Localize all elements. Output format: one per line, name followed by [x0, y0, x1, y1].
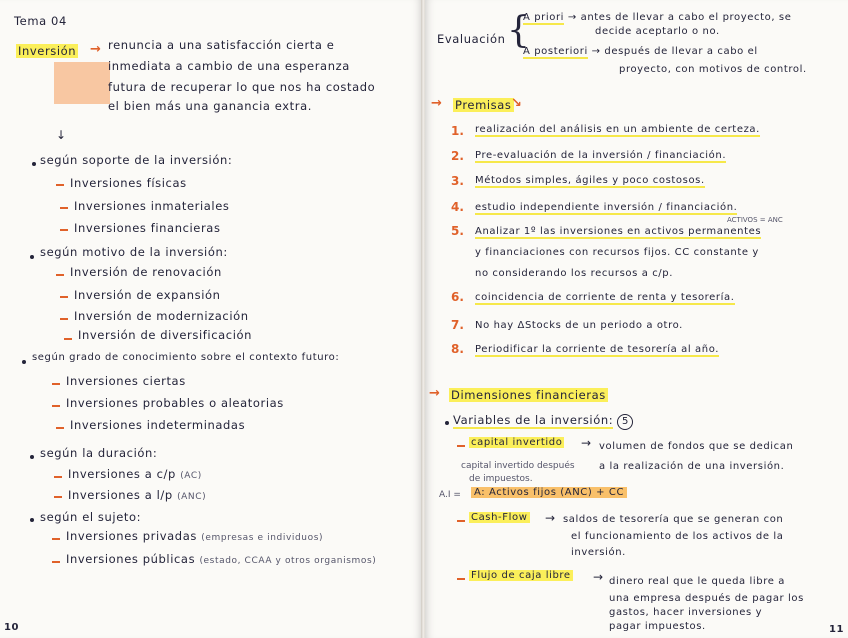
- down-arrow-icon: ↓: [56, 128, 67, 142]
- premise-number: 8.: [451, 342, 464, 356]
- section-heading: según grado de conocimiento sobre el contexto futuro:: [32, 352, 340, 363]
- premise-number: 6.: [451, 290, 464, 304]
- definition-line: renuncia a una satisfacción cierta e: [108, 38, 335, 52]
- dash-icon: [60, 229, 68, 231]
- dash-icon: [457, 578, 465, 580]
- list-item: Inversiones a l/p (ANC): [68, 488, 207, 502]
- dimensiones-title: Dimensiones financieras: [451, 388, 606, 402]
- premise-text: Periodificar la corriente de tesorería al año.: [475, 344, 720, 355]
- capital-note: de impuestos.: [469, 474, 533, 484]
- topic-title: Tema 04: [14, 14, 67, 28]
- flujo-text: gastos, hacer inversiones y: [609, 607, 763, 618]
- arrow-icon: →: [429, 386, 440, 401]
- arrow-icon: →: [90, 42, 101, 57]
- list-item: Inversiones financieras: [74, 221, 221, 235]
- premise-text: y financiaciones con recursos fijos. CC constante y: [475, 247, 759, 258]
- section-heading: según el sujeto:: [40, 510, 142, 524]
- dash-icon: [54, 496, 62, 498]
- dash-icon: [60, 318, 68, 320]
- premise-number: 7.: [451, 318, 464, 332]
- definition-line: futura de recuperar lo que nos ha costado: [108, 80, 376, 94]
- arrow-icon: →: [593, 570, 604, 584]
- premise-text: Pre-evaluación de la inversión / financiación.: [475, 150, 727, 161]
- list-item: Inversiones físicas: [70, 176, 187, 190]
- premise-text: estudio independiente inversión / financiación.: [475, 202, 738, 213]
- list-item: Inversiones a c/p (AC): [68, 467, 202, 481]
- premise-number: 4.: [451, 200, 464, 214]
- list-item: Inversión de diversificación: [78, 328, 253, 342]
- bullet-icon: [30, 455, 34, 459]
- dash-icon: [56, 184, 64, 186]
- premise-number: 2.: [451, 149, 464, 163]
- small-caption: ACTIVOS = ANC: [727, 216, 783, 224]
- dash-icon: [54, 476, 62, 478]
- capital-label: capital invertido: [471, 437, 563, 448]
- capital-text: volumen de fondos que se dedican: [599, 441, 794, 452]
- premise-text: no considerando los recursos a c/p.: [475, 268, 673, 279]
- count-circle: 5: [617, 414, 633, 430]
- dash-icon: [56, 274, 64, 276]
- premisas-title: Premisas: [455, 98, 512, 112]
- dash-icon: [60, 207, 68, 209]
- arrow-icon: →: [545, 511, 556, 525]
- list-item: Inversiones probables o aleatorias: [66, 396, 284, 410]
- aposteriori-text: proyecto, con motivos de control.: [619, 64, 807, 75]
- dash-icon: [457, 445, 465, 447]
- list-item: Inversiones ciertas: [66, 374, 186, 388]
- premise-text: realización del análisis en un ambiente de certeza.: [475, 124, 760, 135]
- premise-number: 3.: [451, 174, 464, 188]
- dash-icon: [56, 427, 64, 429]
- brace-icon: {: [507, 10, 530, 51]
- list-item: Inversión de modernización: [74, 309, 249, 323]
- aposteriori-row: A posteriori → después de llevar a cabo el: [523, 46, 758, 57]
- right-page: [425, 0, 848, 638]
- premise-text: Métodos simples, ágiles y poco costosos.: [475, 175, 705, 186]
- flujo-text: dinero real que le queda libre a: [609, 576, 786, 587]
- formula-prefix: A.I =: [439, 490, 461, 500]
- dash-icon: [60, 296, 68, 298]
- dash-icon: [64, 338, 72, 340]
- bullet-icon: [30, 518, 34, 522]
- premise-text: Analizar 1º las inversiones en activos permanentes: [475, 226, 762, 237]
- left-page: [0, 0, 422, 638]
- list-item: Inversiones indeterminadas: [70, 418, 246, 432]
- cashflow-text: saldos de tesorería que se generan con: [563, 514, 784, 525]
- apriori-row: A priori → antes de llevar a cabo el proyecto, se: [523, 12, 792, 23]
- variables-heading: Variables de la inversión: 5: [453, 413, 633, 430]
- list-item: Inversiones privadas (empresas e individuos): [66, 529, 324, 543]
- premise-number: 5.: [451, 224, 464, 238]
- dash-icon: [52, 383, 60, 385]
- bullet-icon: [22, 360, 26, 364]
- definition-line: el bien más una ganancia extra.: [108, 99, 313, 113]
- flujo-text: una empresa después de pagar los: [609, 593, 804, 604]
- arrow-icon: →: [431, 96, 442, 111]
- inversion-term: Inversión: [18, 44, 77, 58]
- section-heading: según soporte de la inversión:: [40, 153, 233, 167]
- apriori-text: decide aceptarlo o no.: [595, 26, 720, 37]
- cashflow-label: Cash-Flow: [471, 512, 528, 523]
- premise-text: No hay ΔStocks de un periodo a otro.: [475, 320, 683, 331]
- dash-icon: [457, 520, 465, 522]
- bullet-icon: [445, 421, 449, 425]
- dash-icon: [52, 538, 60, 540]
- page-number: 10: [4, 622, 20, 633]
- dash-icon: [52, 561, 60, 563]
- dash-icon: [52, 405, 60, 407]
- bullet-icon: [30, 255, 34, 259]
- flujo-label: Flujo de caja libre: [471, 570, 571, 581]
- section-heading: según motivo de la inversión:: [40, 245, 228, 259]
- flujo-text: pagar impuestos.: [609, 621, 706, 632]
- list-item: Inversiones inmateriales: [74, 199, 230, 213]
- list-item: Inversión de expansión: [74, 288, 221, 302]
- arrow-icon: ↘: [511, 96, 522, 111]
- evaluacion-label: Evaluación: [437, 32, 506, 46]
- definition-line: inmediata a cambio de una esperanza: [108, 59, 350, 73]
- premise-text: coincidencia de corriente de renta y tesorería.: [475, 292, 735, 303]
- bullet-icon: [32, 162, 36, 166]
- cashflow-text: el funcionamiento de los activos de la: [571, 531, 784, 542]
- cashflow-text: inversión.: [571, 547, 626, 558]
- capital-note: capital invertido después: [461, 461, 575, 471]
- premise-number: 1.: [451, 124, 464, 138]
- list-item: Inversiones públicas (estado, CCAA y otros organismos): [66, 552, 377, 566]
- arrow-icon: →: [581, 436, 592, 450]
- page-number: 11: [829, 624, 845, 635]
- capital-text: a la realización de una inversión.: [599, 461, 785, 472]
- peach-highlight: [54, 62, 110, 104]
- section-heading: según la duración:: [40, 446, 158, 460]
- list-item: Inversión de renovación: [70, 265, 222, 279]
- formula: A: Activos fijos (ANC) + CC: [471, 487, 627, 498]
